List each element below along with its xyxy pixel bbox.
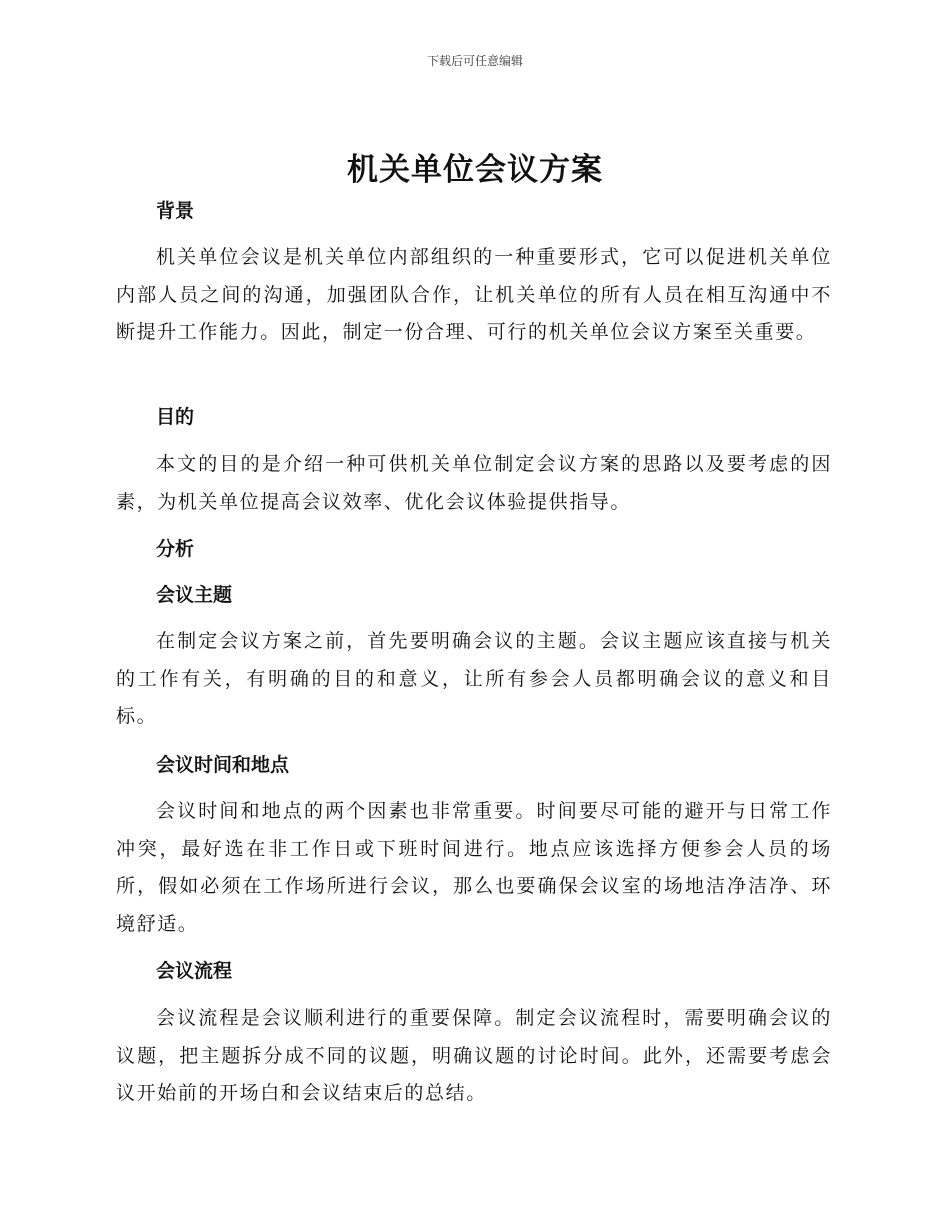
section-paragraph-time-and-place: 会议时间和地点的两个因素也非常重要。时间要尽可能的避开与日常工作冲突，最好选在非工作日或下班时间进行。地点应该选择方便参会人员的场所，假如必须在工作场所进行会议，那么也要确保会议室的场地洁净洁净、环境舒适。 <box>116 800 832 935</box>
section-heading-time-and-place: 会议时间和地点 <box>156 754 290 776</box>
section-heading-analysis: 分析 <box>156 538 195 560</box>
section-paragraph-purpose: 本文的目的是介绍一种可供机关单位制定会议方案的思路以及要考虑的因素，为机关单位提高会议效率、优化会议体验提供指导。 <box>116 453 832 513</box>
section-heading-purpose: 目的 <box>156 406 195 428</box>
page-header-note: 下载后可任意编辑 <box>426 54 523 68</box>
section-paragraph-meeting-process: 会议流程是会议顺利进行的重要保障。制定会议流程时，需要明确会议的议题，把主题拆分成不同的议题，明确议题的讨论时间。此外，还需要考虑会议开始前的开场白和会议结束后的总结。 <box>116 1007 832 1104</box>
section-heading-meeting-process: 会议流程 <box>156 960 233 982</box>
section-paragraph-background: 机关单位会议是机关单位内部组织的一种重要形式，它可以促进机关单位内部人员之间的沟通，加强团队合作，让机关单位的所有人员在相互沟通中不断提升工作能力。因此，制定一份合理、可行的机关单位会议方案至关重要。 <box>116 246 832 343</box>
section-heading-meeting-topic: 会议主题 <box>156 584 233 606</box>
section-heading-background: 背景 <box>156 200 195 222</box>
section-paragraph-meeting-topic: 在制定会议方案之前，首先要明确会议的主题。会议主题应该直接与机关的工作有关，有明确的目的和意义，让所有参会人员都明确会议的意义和目标。 <box>116 630 832 727</box>
document-title: 机关单位会议方案 <box>347 152 603 188</box>
